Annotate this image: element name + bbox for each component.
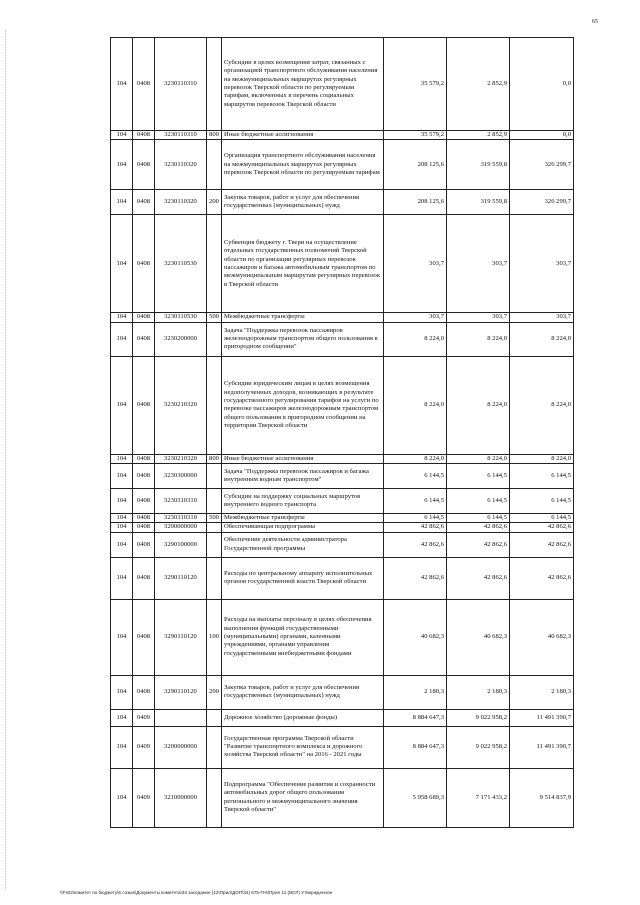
amount-year-2: 40 682,3	[447, 599, 510, 675]
subsection-code: 0408	[133, 557, 155, 599]
expense-name: Задача "Поддержка перевозок пассажиров и багажа внутренним водным транспортом"	[222, 464, 384, 489]
expense-name: Субвенция бюджету г. Твери на осуществление отдельных государственных полномочий Тверской области по организации регулярных перевозок пассажиров и багажа автомобильным транспортом по межмуниципальным маршрутам регулярных перевозок в Тверской области	[222, 215, 384, 313]
amount-year-3: 11 491 390,7	[510, 709, 574, 726]
table-row	[111, 313, 574, 322]
amount-year-1: 35 579,2	[384, 131, 447, 140]
section-code: 104	[111, 464, 133, 489]
table-row	[111, 322, 574, 356]
amount-year-3: 8 224,0	[510, 322, 574, 356]
subsection-code: 0408	[133, 599, 155, 675]
amount-year-2: 42 862,6	[447, 532, 510, 557]
section-code: 104	[111, 523, 133, 532]
amount-year-1: 208 125,6	[384, 140, 447, 190]
amount-year-3: 326 299,7	[510, 190, 574, 215]
amount-year-1: 6 144,5	[384, 514, 447, 523]
expense-type-code: 200	[207, 190, 222, 215]
expense-name: Субсидии юридическим лицам в целях возмещения недополученных доходов, возникающих в результате государственного регулирования тарифов на услуги по перевозке пассажиров железнодорожным транспортом общего пользования в пригородном сообщении на территории Тверской области	[222, 356, 384, 454]
section-code: 104	[111, 489, 133, 514]
target-code: 3230110530	[155, 215, 207, 313]
amount-year-2: 2 852,9	[447, 131, 510, 140]
table-row	[111, 140, 574, 190]
expense-name: Дорожное хозяйство (дорожные фонды)	[222, 709, 384, 726]
table-row	[111, 599, 574, 675]
amount-year-3: 42 862,6	[510, 557, 574, 599]
expense-type-code	[207, 768, 222, 827]
section-code: 104	[111, 675, 133, 709]
expense-type-code	[207, 140, 222, 190]
table-row	[111, 726, 574, 768]
expense-type-code	[207, 356, 222, 454]
table-row	[111, 523, 574, 532]
table-row	[111, 356, 574, 454]
subsection-code: 0408	[133, 131, 155, 140]
amount-year-3: 9 514 837,9	[510, 768, 574, 827]
amount-year-1: 303,7	[384, 313, 447, 322]
amount-year-2: 2 180,3	[447, 675, 510, 709]
table-row	[111, 768, 574, 827]
amount-year-1: 303,7	[384, 215, 447, 313]
expense-type-code: 500	[207, 313, 222, 322]
section-code: 104	[111, 726, 133, 768]
table-row	[111, 464, 574, 489]
amount-year-1: 6 144,5	[384, 464, 447, 489]
subsection-code: 0408	[133, 675, 155, 709]
expense-name: Закупка товаров, работ и услуг для обеспечения государственных (муниципальных) нужд	[222, 190, 384, 215]
amount-year-1: 8 884 647,3	[384, 709, 447, 726]
amount-year-2: 42 862,6	[447, 557, 510, 599]
amount-year-1: 42 862,6	[384, 557, 447, 599]
expense-type-code	[207, 464, 222, 489]
amount-year-3: 42 862,6	[510, 532, 574, 557]
section-code: 104	[111, 215, 133, 313]
amount-year-1: 35 579,2	[384, 38, 447, 131]
section-code: 104	[111, 356, 133, 454]
subsection-code: 0409	[133, 709, 155, 726]
amount-year-1: 40 682,3	[384, 599, 447, 675]
amount-year-2: 8 224,0	[447, 454, 510, 463]
target-code: 3290110120	[155, 675, 207, 709]
expense-name: Обеспечение деятельности администратора Государственной программы	[222, 532, 384, 557]
table-row	[111, 131, 574, 140]
subsection-code: 0408	[133, 190, 155, 215]
expense-name: Закупка товаров, работ и услуг для обеспечения государственных (муниципальных) нужд	[222, 675, 384, 709]
subsection-code: 0409	[133, 768, 155, 827]
subsection-code: 0408	[133, 523, 155, 532]
expense-type-code	[207, 322, 222, 356]
amount-year-1: 42 862,6	[384, 532, 447, 557]
amount-year-3: 6 144,5	[510, 464, 574, 489]
table-row	[111, 532, 574, 557]
target-code: 3210000000	[155, 768, 207, 827]
amount-year-2: 2 852,9	[447, 38, 510, 131]
expense-name: Расходы на выплаты персоналу в целях обеспечения выполнения функций государственными (муниципальными) органами, казенными учреждениями, органами управления государственными внебюджетными фондами	[222, 599, 384, 675]
amount-year-3: 303,7	[510, 313, 574, 322]
target-code: 3230210320	[155, 454, 207, 463]
table-row	[111, 709, 574, 726]
section-code: 104	[111, 190, 133, 215]
subsection-code: 0408	[133, 532, 155, 557]
budget-table	[110, 37, 574, 828]
expense-type-code: 500	[207, 514, 222, 523]
expense-name: Расходы по центральному аппарату исполнительных органов государственной власти Тверской области	[222, 557, 384, 599]
amount-year-1: 2 180,3	[384, 675, 447, 709]
amount-year-1: 208 125,6	[384, 190, 447, 215]
amount-year-2: 9 022 958,2	[447, 726, 510, 768]
expense-type-code: 800	[207, 131, 222, 140]
amount-year-3: 8 224,0	[510, 454, 574, 463]
table-row	[111, 454, 574, 463]
amount-year-3: 11 491 390,7	[510, 726, 574, 768]
section-code: 104	[111, 38, 133, 131]
target-code: 3230210320	[155, 356, 207, 454]
subsection-code: 0408	[133, 356, 155, 454]
subsection-code: 0408	[133, 454, 155, 463]
subsection-code: 0408	[133, 140, 155, 190]
target-code	[155, 709, 207, 726]
target-code: 3230110310	[155, 131, 207, 140]
subsection-code: 0408	[133, 489, 155, 514]
amount-year-1: 8 224,0	[384, 322, 447, 356]
amount-year-3: 2 180,3	[510, 675, 574, 709]
expense-name: Государственная программа Тверской области "Развитие транспортного комплекса и дорожного хозяйства Тверской области" на 2016 - 2021 годы	[222, 726, 384, 768]
expense-name: Задача "Поддержка перевозок пассажиров железнодорожным транспортом общего пользования в пригородном сообщении"	[222, 322, 384, 356]
amount-year-1: 5 958 689,3	[384, 768, 447, 827]
expense-name: Организация транспортного обслуживания населения на межмуниципальных маршрутах регулярных перевозок Тверской области по регулируемым тарифам	[222, 140, 384, 190]
subsection-code: 0409	[133, 726, 155, 768]
expense-name: Иные бюджетные ассигнования	[222, 131, 384, 140]
target-code: 3230310310	[155, 514, 207, 523]
target-code: 3230110320	[155, 190, 207, 215]
expense-name: Субсидии на поддержку социальных маршрутов внутреннего водного транспорта	[222, 489, 384, 514]
section-code: 104	[111, 768, 133, 827]
amount-year-1: 8 884 647,3	[384, 726, 447, 768]
section-code: 104	[111, 557, 133, 599]
target-code: 3200000000	[155, 726, 207, 768]
amount-year-3: 6 144,5	[510, 514, 574, 523]
target-code: 3290000000	[155, 523, 207, 532]
amount-year-3: 0,0	[510, 38, 574, 131]
section-code: 104	[111, 322, 133, 356]
expense-type-code	[207, 489, 222, 514]
table-row	[111, 557, 574, 599]
amount-year-1: 6 144,5	[384, 489, 447, 514]
expense-name: Иные бюджетные ассигнования	[222, 454, 384, 463]
subsection-code: 0408	[133, 313, 155, 322]
amount-year-2: 9 022 958,2	[447, 709, 510, 726]
expense-name: Субсидии в целях возмещения затрат, связанных с организацией транспортного обслуживания населения на межмуниципальных маршрутах регулярных перевозок Тверской области по регулируемым тарифам, включенных в перечень социальных маршрутов перевозок Тверской области	[222, 38, 384, 131]
amount-year-2: 319 559,8	[447, 190, 510, 215]
section-code: 104	[111, 599, 133, 675]
expense-type-code: 200	[207, 675, 222, 709]
section-code: 104	[111, 131, 133, 140]
amount-year-2: 8 224,0	[447, 356, 510, 454]
section-code: 104	[111, 532, 133, 557]
target-code: 3230110530	[155, 313, 207, 322]
amount-year-2: 303,7	[447, 215, 510, 313]
subsection-code: 0408	[133, 514, 155, 523]
amount-year-1: 8 224,0	[384, 356, 447, 454]
expense-type-code	[207, 532, 222, 557]
amount-year-2: 303,7	[447, 313, 510, 322]
target-code: 3290100000	[155, 532, 207, 557]
section-code: 104	[111, 709, 133, 726]
table-row	[111, 514, 574, 523]
amount-year-2: 42 862,6	[447, 523, 510, 532]
table-row	[111, 215, 574, 313]
target-code: 3230110310	[155, 38, 207, 131]
subsection-code: 0408	[133, 215, 155, 313]
amount-year-3: 303,7	[510, 215, 574, 313]
section-code: 104	[111, 514, 133, 523]
expense-name: Обеспечивающая подпрограмма	[222, 523, 384, 532]
expense-name: Подпрограмма "Обеспечение развития и сохранности автомобильных дорог общего пользования регионального и межмуниципального значения Тверской области"	[222, 768, 384, 827]
amount-year-2: 7 171 433,2	[447, 768, 510, 827]
table-row	[111, 190, 574, 215]
expense-name: Межбюджетные трансферты	[222, 514, 384, 523]
target-code: 3290110120	[155, 557, 207, 599]
expense-type-code	[207, 215, 222, 313]
amount-year-3: 326 299,7	[510, 140, 574, 190]
expense-type-code	[207, 38, 222, 131]
amount-year-2: 6 144,5	[447, 464, 510, 489]
amount-year-2: 6 144,5	[447, 514, 510, 523]
expense-type-code: 100	[207, 599, 222, 675]
amount-year-2: 319 559,8	[447, 140, 510, 190]
expense-type-code	[207, 557, 222, 599]
amount-year-2: 6 144,5	[447, 489, 510, 514]
page-number: 65	[592, 19, 598, 25]
section-code: 104	[111, 140, 133, 190]
subsection-code: 0408	[133, 464, 155, 489]
expense-type-code	[207, 726, 222, 768]
amount-year-3: 8 224,0	[510, 356, 574, 454]
amount-year-1: 8 224,0	[384, 454, 447, 463]
amount-year-3: 6 144,5	[510, 489, 574, 514]
target-code: 3230300000	[155, 464, 207, 489]
amount-year-1: 42 862,6	[384, 523, 447, 532]
expense-type-code	[207, 523, 222, 532]
section-code: 104	[111, 313, 133, 322]
subsection-code: 0408	[133, 322, 155, 356]
expense-type-code	[207, 709, 222, 726]
amount-year-3: 42 862,6	[510, 523, 574, 532]
subsection-code: 0408	[133, 38, 155, 131]
amount-year-3: 0,0	[510, 131, 574, 140]
expense-type-code: 800	[207, 454, 222, 463]
section-code: 104	[111, 454, 133, 463]
amount-year-2: 8 224,0	[447, 322, 510, 356]
target-code: 3290110120	[155, 599, 207, 675]
target-code: 3230200000	[155, 322, 207, 356]
amount-year-3: 40 682,3	[510, 599, 574, 675]
target-code: 3230110320	[155, 140, 207, 190]
scan-margin	[5, 30, 7, 890]
table-row	[111, 38, 574, 131]
expense-name: Межбюджетные трансферты	[222, 313, 384, 322]
table-row	[111, 675, 574, 709]
table-row	[111, 489, 574, 514]
footer-file-path: \\Fs02\комитет по бюджету\6 созыв\Документы комитета\34 заседание (12\Прил\ДОП\34) 675-П-6\Прил 11 (ВСР) Утвержденное	[60, 890, 333, 895]
target-code: 3230310310	[155, 489, 207, 514]
